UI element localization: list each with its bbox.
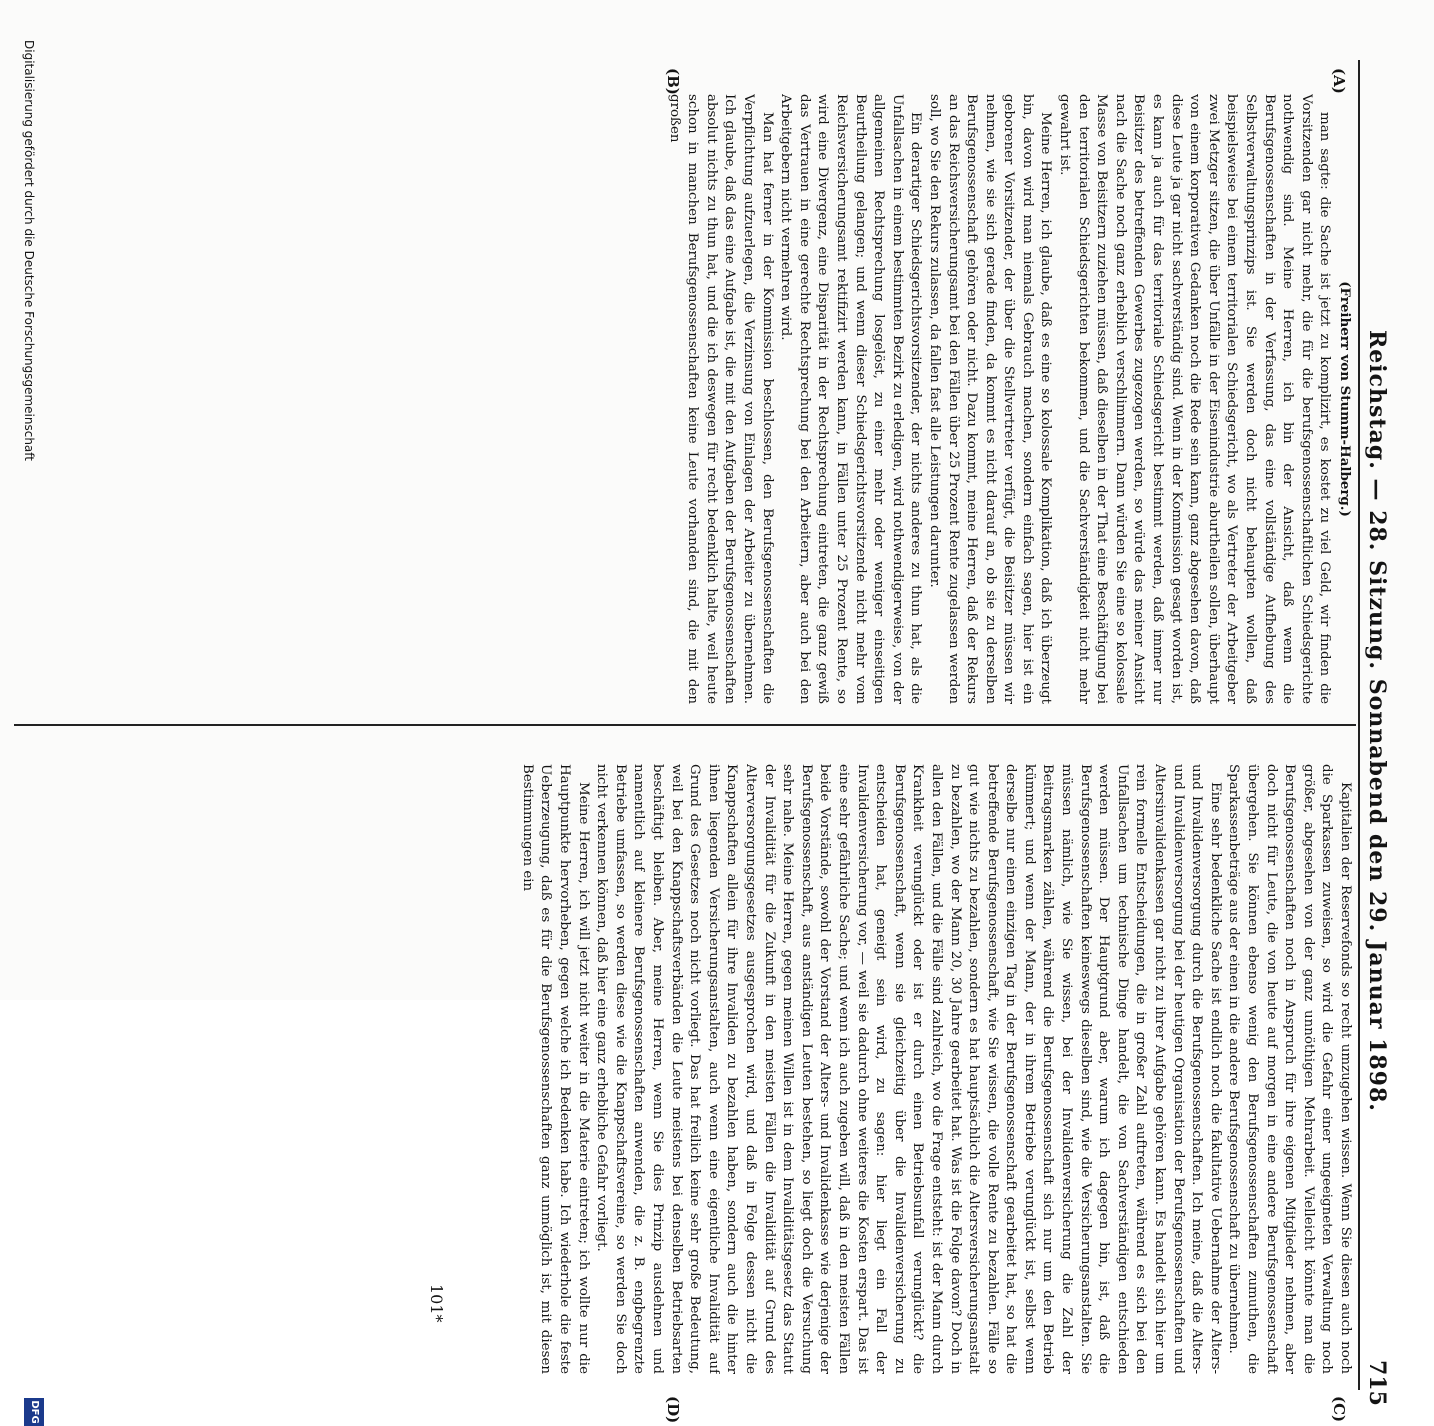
signature-marker: 101* [427, 1284, 446, 1323]
margin-letter-c: (C) [1330, 1396, 1348, 1423]
paragraph: Ein derartiger Schiedsgerichtsvorsitzender, der nichts anderes zu thun hat, als die Unfallsachen in einem bestimmten Bezirk zu erledigen, wird nothwendigerweise, von der allgemeinen Rechtsprechung losgelöst, zu einer mehr oder weniger einseitigen Beurtheilung gelangen; und wenn dieser Schiedsgerichtsvorsitzende nicht mehr vom Reichsversicherungsamt rektifizirt werden kann, in Fällen unter 25 Prozent Rente, so wird eine Divergenz, eine Disparität in der Rechtsprechung eintreten, die ganz gewiß das Vertrauen in eine gerechte Rechtsprechung bei den Arbeitern, aber auch bei den Arbeitgebern nicht vermehren wird. [778, 94, 924, 704]
page-header-title: Reichstag. — 28. Sitzung. Sonnabend den 29. Januar 1898. [1364, 330, 1390, 1112]
paragraph: Meine Herren, ich will jetzt nicht weiter in die Materie eintreten; ich wollte nur die Hauptpunkte hervorheben, gegen welche ich Bedenken habe. Ich wiederhole die feste Ueberzeugung, daß es für die Berufsgenossenschaften ganz unmöglich ist, mit diesen Bestimmungen ein [519, 764, 591, 1374]
margin-letter-b: (B) [664, 68, 682, 95]
paragraph: man sagte: die Sache ist jetzt zu komplizirt, es kostet zu viel Geld, wir finden die Vorsitzenden gar nicht mehr, die für die berufsgenossenschaftlichen Schiedsgerichte nothwendig sind. Meine Herren, ich bin der Ansicht, daß wenn die Berufsgenossenschaften in der Verfassung, das eine vollständige Aufhebung des Selbstverwaltungsprinzips ist. Sie werden doch nicht behaupten wollen, daß beispielsweise bei einem territorialen Schiedsgericht, wo als Vertreter der Arbeitgeber zwei Metzger sitzen, die über Unfälle in der Eisenindustrie aburtheilen sollen, überhaupt von einem korporativen Gedanken noch die Rede sein kann, ganz abgesehen davon, daß diese Leute ja gar nicht sachverständig sind. Wenn in der Kommission gesagt worden ist, es kann ja auch für das territoriale Schiedsgericht bestimmt werden, daß immer nur Beisitzer des betreffenden Gewerbes zugezogen werden, so würde das meiner Ansicht nach die Sache noch ganz erheblich verschlimmern. Dann würden Sie eine so kolossale Masse von Beisitzern zuziehen müssen, daß dieselben in der That eine Beschäftigung bei den territorialen Schiedsgerichten bekommen, und die Sachverständigkeit nicht mehr gewahrt ist. [1057, 94, 1333, 704]
margin-letter-d: (D) [664, 1396, 682, 1424]
paragraph: Eine sehr bedenkliche Sache ist endlich noch die fakultative Uebernahme der Alters- und Invalidenversorgung durch die Berufsgenossenschaften. Ich meine, daß die Alters- und Invalidenversorgung bei der heutigen Organisation der Berufsgenossenschaften und Altersinvalidenkassen gar nicht zu ihrer Aufgabe gehören kann. Es handelt sich hier um rein formelle Entscheidungen, die in großer Zahl auftreten, während es sich bei den Unfallsachen um technische Dinge handelt, die von Sachverständigen entschieden werden müssen. Der Hauptgrund aber, warum ich dagegen bin, ist, daß die Berufsgenossenschaften keineswegs dieselben sind, wie die Versicherungsanstalten. Sie müssen nämlich, wie Sie wissen, bei der Invalidenversicherung die Zahl der Beitragsmarken zählen, während die Berufsgenossenschaft sich nur um den Betrieb kümmert; und wenn der Mann, der in ihrem Betriebe verunglückt ist, selbst wenn derselbe nur einen einzigen Tag in der Berufsgenossenschaft gearbeitet hat, so hat die betreffende Berufsgenossenschaft, wie Sie wissen, die volle Rente zu bezahlen. Fälle so gut wie nichts zu bezahlen, sondern es hat hauptsächlich die Altersversicherungsanstalt zu bezahlen, wo der Mann 20, 30 Jahre gearbeitet hat. Was ist die Folge davon? Doch in allen den Fällen, und die Fälle sind zahlreich, wo die Frage entsteht: ist der Mann durch Krankheit verunglückt oder ist er durch einen Betriebsunfall verunglückt? die Berufsgenossenschaft, wenn sie gleichzeitig über die Invalidenversicherung zu entscheiden hat, geneigt sein wird, zu sagen: hier liegt ein Fall der Invalidenversicherung vor, — weil sie dadurch ohne weiteres die Kosten erspart. Das ist eine sehr gefährliche Sache; und wenn ich auch zugeben will, daß in den meisten Fällen beide Vorstände, sowohl der Vorstand der Alters- und Invalidenkasse wie derjenige der Berufsgenossenschaft, aus anständigen Leuten bestehen, so liegt doch die Versuchung sehr nahe. Meine Herren, gegen meinen Willen ist in dem Invaliditätsgesetz das Statut der Invalidität für die Zukunft in den meisten Fällen die Invalidität auf Grund des Alterversorgungsgesetzes ausgesprochen wird, und daß in Folge dessen nicht die Knappschaften allein für ihre Invaliden zu bezahlen haben, sondern auch die hinter ihnen liegenden Versicherungsanstalten, auch wenn eine eigentliche Invalidität auf Grund des Gesetzes noch nicht vorliegt. Das hat freilich keine sehr große Bedeutung, weil bei den Knappschaftsverbänden die Leute meistens bei denselben Betriebsarten beschäftigt bleiben. Aber, meine Herren, wenn Sie dies Prinzip ausdehnen und namentlich auf kleinere Berufsgenossenschaften anwenden, die z. B. engbegrenzte Betriebe umfassen, so werden diese wie die Knappschaftsvereine, so werden Sie doch nicht verkennen können, daß hier eine ganz erhebliche Gefahr vorliegt. [594, 764, 1223, 1374]
page-number: 715 [1364, 1360, 1390, 1406]
right-text-column [24, 764, 1354, 1374]
paragraph: Kapitalien der Reservefonds so recht umzugehen wissen. Wenn Sie diesen auch noch die Sparkassen zuweisen, so wird die Gefahr einer ungeeigneten Verwaltung noch größer, abgesehen von der ganz unnöthigen Mehrarbeit. Vielleicht könnte man die Berufsgenossenschaften noch in Anspruch für ihre eigenen Mitglieder nehmen, aber doch nicht für Leute, die von heute auf morgen in eine andere Berufsgenossenschaft übergehen. Sie können ebenso wenig den Berufsgenossenschaften zumuthen, die Sparkassenbeträge aus der einen in die andere Berufsgenossenschaft zu übernehmen. [1226, 764, 1353, 1374]
paragraph: Man hat ferner in der Kommission beschlossen, den Berufsgenossenschaften die Verpflichtung aufzuerlegen, die Verzinsung von Einlagen der Arbeiter zu übernehmen. Ich glaube, daß das eine Aufgabe ist, die mit den Aufgaben der Berufsgenossenschaften absolut nichts zu thun hat, und die ich deswegen für recht bedenklich halte, weil heute schon in manchen Berufsgenossenschaften keine Leute vorhanden sind, die mit den großen [666, 94, 775, 704]
digitization-credit: Digitalisierung gefördert durch die Deutsche Forschungsgemeinschaft [22, 40, 36, 462]
paragraph: Meine Herren, ich glaube, daß es eine so kolossale Komplikation, daß ich überzeugt bin, davon wird man niemals Gebrauch machen, sondern einfach sagen, hier ist ein geborener Vorsitzender, der über die Stellvertreter verfügt, die Beisitzer müssen wir nehmen, wie sie sich gerade finden, da kommt es nicht darauf an, ob sie zu derselben Berufsgenossenschaft gehören oder nicht. Dazu kommt, meine Herren, daß der Rekurs an das Reichsversicherungsamt bei den Fällen über 25 Prozent Rente zugelassen werden soll, wo Sie den Rekurs zulassen, da fallen fast alle Leistungen darunter. [926, 94, 1054, 704]
header-rule [1358, 60, 1360, 1390]
left-text-column [24, 94, 1354, 704]
margin-letter-a: (A) [1330, 68, 1348, 94]
speaker-attribution: (Freiherr von Stumm-Halberg.) [1337, 281, 1353, 517]
dfg-logo: DFG [24, 1398, 44, 1426]
column-divider [14, 724, 1356, 726]
